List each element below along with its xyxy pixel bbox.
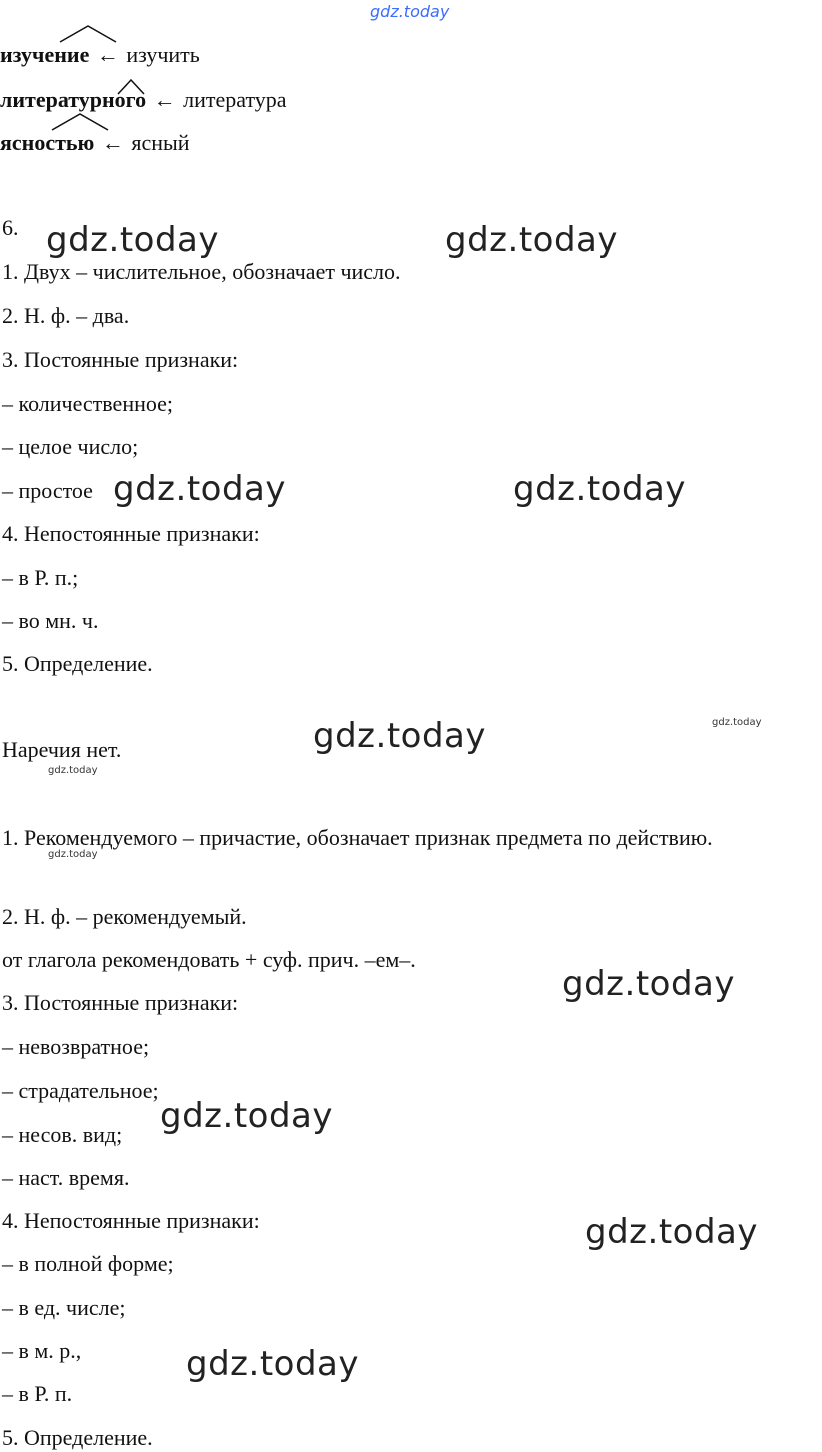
analysis-line: 4. Непостоянные признаки: (2, 1208, 260, 1233)
analysis-line: 2. Н. ф. – два. (2, 303, 130, 328)
arrow-left-icon: ← (96, 42, 119, 67)
analysis-line: 5. Определение. (2, 1425, 153, 1450)
analysis-line: 5. Определение. (2, 651, 153, 676)
source-word: изучить (126, 42, 200, 67)
arrow-left-icon: ← (153, 87, 176, 112)
analysis-line: – в Р. п. (2, 1381, 73, 1406)
analysis-line: 4. Непостоянные признаки: (2, 521, 260, 546)
section-number: 6. (2, 215, 19, 240)
top-watermark: gdz.today (370, 2, 450, 21)
watermark: gdz.today (113, 469, 286, 509)
analysis-line: 1. Двух – числительное, обозначает число. (2, 259, 401, 284)
watermark: gdz.today (46, 220, 219, 260)
analysis-line: – в Р. п.; (2, 565, 79, 590)
watermark: gdz.today (712, 717, 762, 728)
analysis-line: от глагола рекомендовать + суф. прич. –ем–. (2, 947, 416, 972)
adverb-note: Наречия нет. (2, 737, 122, 762)
watermark: gdz.today (313, 716, 486, 756)
morpheme-line-1 (0, 42, 200, 68)
watermark: gdz.today (513, 469, 686, 509)
watermark: gdz.today (48, 849, 98, 860)
participle-definition: 1. Рекомендуемого – причастие, обозначает признак предмета по действию. (2, 825, 713, 850)
source-word: ясный (131, 130, 190, 155)
analysis-line: – наст. время. (2, 1165, 130, 1190)
analysis-line: – в ед. числе; (2, 1295, 126, 1320)
analysis-line: – страдательное; (2, 1078, 159, 1103)
suffix-arc-mark (50, 112, 110, 132)
watermark: gdz.today (48, 765, 98, 776)
derived-word: ясностью (0, 130, 95, 155)
morpheme-line-3 (0, 130, 190, 156)
arrow-left-icon: ← (101, 130, 124, 155)
analysis-line: – целое число; (2, 434, 139, 459)
analysis-line: – несов. вид; (2, 1122, 123, 1147)
analysis-line: – во мн. ч. (2, 608, 99, 633)
morpheme-line-2 (0, 87, 287, 113)
analysis-line: 3. Постоянные признаки: (2, 347, 239, 372)
analysis-line: 3. Постоянные признаки: (2, 990, 239, 1015)
watermark: gdz.today (160, 1096, 333, 1136)
analysis-line: – в полной форме; (2, 1251, 174, 1276)
watermark: gdz.today (445, 220, 618, 260)
analysis-line: 2. Н. ф. – рекомендуемый. (2, 904, 247, 929)
analysis-line: – простое (2, 478, 93, 503)
suffix-arc-mark (58, 24, 118, 44)
derived-word: изучение (0, 42, 90, 67)
watermark: gdz.today (186, 1344, 359, 1384)
source-word: литература (183, 87, 287, 112)
analysis-line: – невозвратное; (2, 1034, 150, 1059)
analysis-line: – в м. р., (2, 1338, 82, 1363)
derived-word: литературного (0, 87, 147, 112)
watermark: gdz.today (562, 964, 735, 1004)
analysis-line: – количественное; (2, 391, 174, 416)
watermark: gdz.today (585, 1212, 758, 1252)
